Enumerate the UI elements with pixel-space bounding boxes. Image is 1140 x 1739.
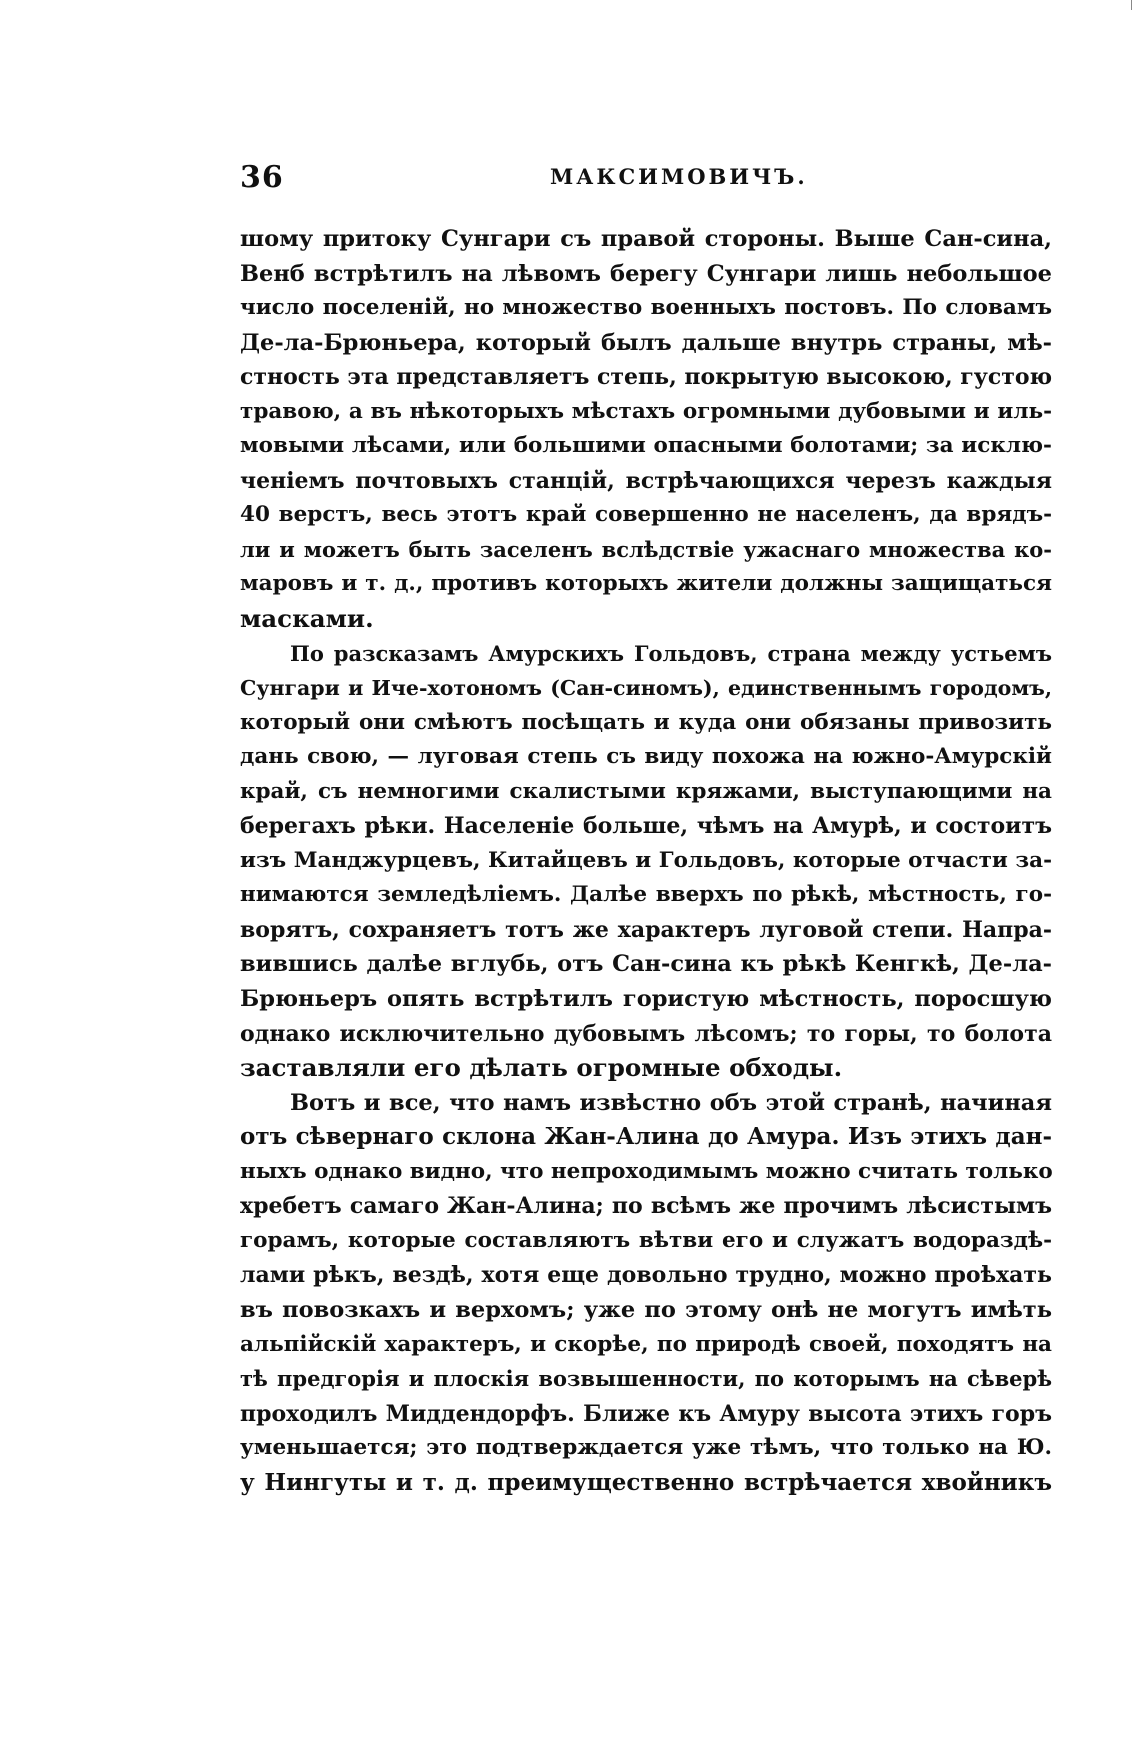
text-line: въ повозкахъ и верхомъ; уже по этому онѣ не могутъ имѣть [240, 1296, 1052, 1323]
text-line: отъ сѣвернаго склона Жан-Алина до Амура. Изъ этихъ дан- [240, 1123, 1052, 1151]
text-line: Брюньеръ опять встрѣтилъ гористую мѣстность, поросшую [240, 986, 1052, 1013]
text-line: вившись далѣе вглубь, отъ Сан-сина къ рѣкѣ Кенгкѣ, Де-ла- [240, 951, 1052, 978]
text-line: ли и можетъ быть заселенъ вслѣдствіе ужаснаго множества ко- [240, 536, 1052, 562]
text-line: По разсказамъ Амурскихъ Гольдовъ, страна между устьемъ [290, 640, 1052, 666]
running-head [240, 160, 1052, 204]
text-line: альпійскій характеръ, и скорѣе, по природѣ своей, походятъ на [240, 1331, 1052, 1357]
text-line: стность эта представляетъ степь, покрытую высокою, густою [240, 364, 1053, 391]
text-line: травою, а въ нѣкоторыхъ мѣстахъ огромными дубовыми и иль- [240, 398, 1052, 424]
text-line: ченіемъ почтовыхъ станцій, встрѣчающихся черезъ каждыя [240, 467, 1052, 494]
text-line: 40 верстъ, весь этотъ край совершенно не населенъ, да врядъ- [240, 502, 1052, 528]
text-line: изъ Манджурцевъ, Китайцевъ и Гольдовъ, которые отчасти за- [240, 847, 1052, 873]
text-line: шому притоку Сунгари съ правой стороны. Выше Сан-сина, [240, 226, 1052, 252]
text-line: нимаются земледѣліемъ. Далѣе вверхъ по рѣкѣ, мѣстность, го- [240, 882, 1052, 908]
text-line: заставляли его дѣлать огромные обходы. [240, 1053, 843, 1083]
text-line: который они смѣютъ посѣщать и куда они обязаны привозить [240, 709, 1052, 735]
body-text [240, 222, 1052, 1500]
text-line: маровъ и т. д., противъ которыхъ жители должны защищаться [240, 571, 1052, 597]
text-line: однако исключительно дубовымъ лѣсомъ; то горы, то болота [240, 1020, 1052, 1047]
text-line: лами рѣкъ, вездѣ, хотя еще довольно трудно, можно проѣхать [240, 1262, 1052, 1289]
text-line: Венб встрѣтилъ на лѣвомъ берегу Сунгари лишь небольшое [240, 260, 1052, 287]
page-number: 36 [240, 160, 284, 195]
book-page [240, 0, 1052, 1739]
text-line: тѣ предгорія и плоскія возвышенности, по которымъ на сѣверѣ [240, 1366, 1052, 1392]
text-line: ныхъ однако видно, что непроходимымъ можно считать только [240, 1158, 1053, 1184]
text-line: масками. [240, 604, 374, 634]
text-line: хребетъ самаго Жан-Алина; по всѣмъ же прочимъ лѣсистымъ [240, 1193, 1052, 1220]
text-line: уменьшается; это подтверждается уже тѣмъ, что только на Ю. [240, 1435, 1052, 1461]
text-line: горамъ, которые составляютъ вѣтви его и служатъ водораздѣ- [240, 1227, 1052, 1253]
text-line: край, съ немногими скалистыми кряжами, выступающими на [240, 778, 1052, 804]
text-line: мовыми лѣсами, или большими опасными болотами; за исклю- [240, 433, 1052, 459]
text-line: берегахъ рѣки. Населеніе больше, чѣмъ на Амурѣ, и состоитъ [240, 813, 1052, 840]
text-line: ворятъ, сохраняетъ тотъ же характеръ луговой степи. Напра- [240, 916, 1052, 943]
running-title: МАКСИМОВИЧЪ. [550, 164, 808, 189]
text-line: число поселеній, но множество военныхъ постовъ. По словамъ [240, 295, 1052, 321]
text-line: Де-ла-Брюньера, который былъ дальше внутрь страны, мѣ- [240, 329, 1052, 356]
scan-edge-mark [1131, 0, 1132, 10]
text-line: у Нингуты и т. д. преимущественно встрѣчается хвойникъ [240, 1468, 1052, 1496]
text-line: дань свою, — луговая степь съ виду похожа на южно-Амурскій [240, 744, 1052, 770]
text-line: Вотъ и все, что намъ извѣстно объ этой странѣ, начиная [290, 1089, 1052, 1116]
text-line: проходилъ Миддендорфъ. Ближе къ Амуру высота этихъ горъ [240, 1400, 1052, 1427]
text-line: Сунгари и Иче-хотономъ (Сан-синомъ), единственнымъ городомъ, [240, 676, 1052, 701]
